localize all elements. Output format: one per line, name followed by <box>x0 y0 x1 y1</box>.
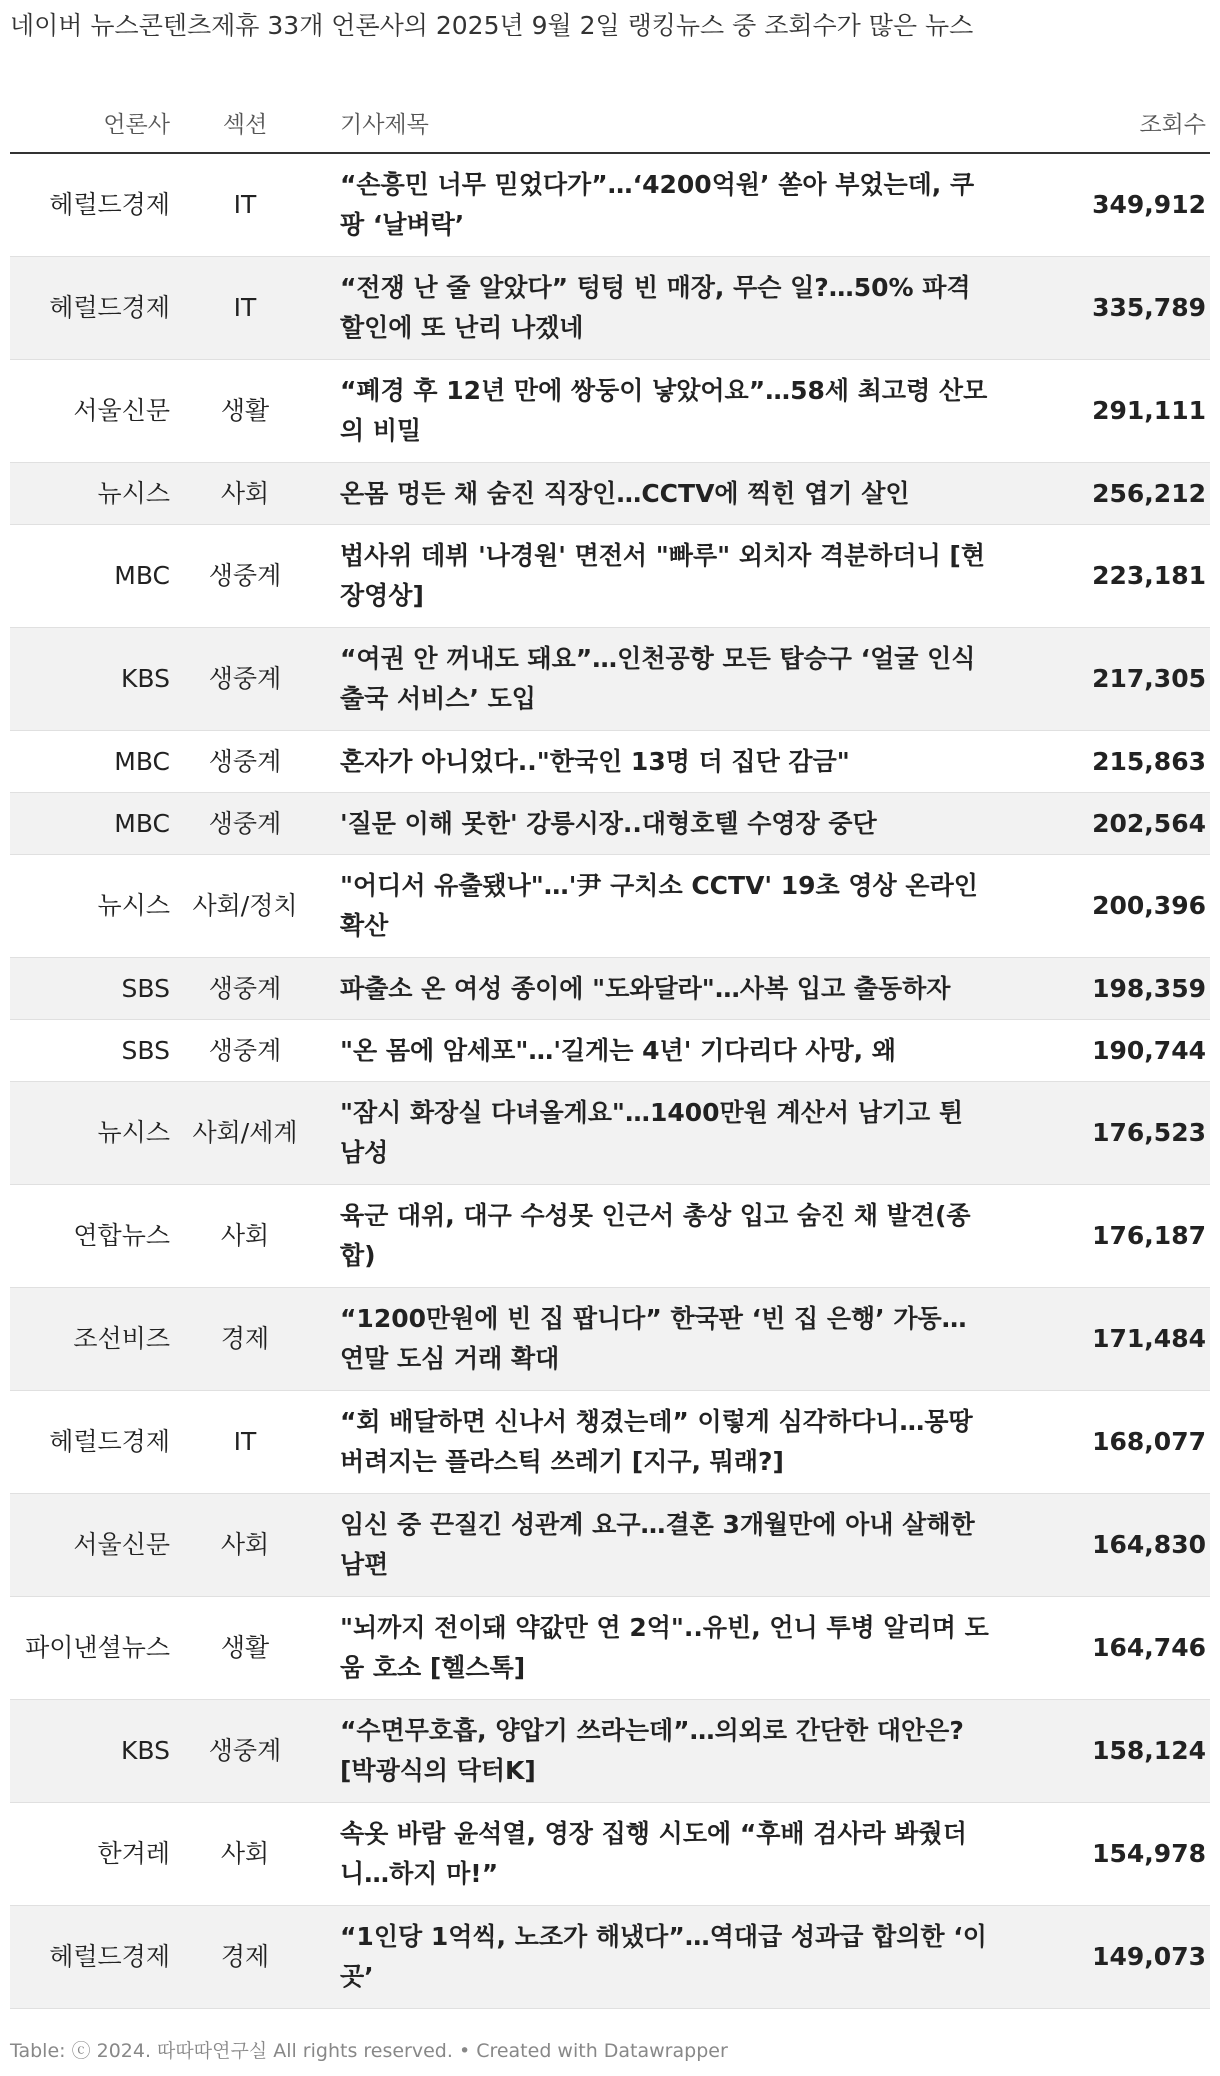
section-cell: 생활 <box>220 1633 270 1662</box>
views-cell: 198,359 <box>1092 973 1206 1003</box>
press-cell: 뉴시스 <box>97 1118 170 1147</box>
headline-cell: “여권 안 꺼내도 돼요”…인천공항 모든 탑승구 ‘얼굴 인식 출국 서비스’ 도입 <box>340 644 976 713</box>
table-row <box>10 525 1210 628</box>
press-cell: 헤럴드경제 <box>49 190 170 219</box>
headline-cell: 속옷 바람 윤석열, 영장 집행 시도에 “후배 검사라 봐줬더니…하지 마!” <box>340 1819 967 1888</box>
views-cell: 158,124 <box>1092 1736 1206 1765</box>
views-cell: 164,830 <box>1092 1530 1206 1559</box>
table-row <box>10 731 1210 793</box>
headline-cell: '질문 이해 못한' 강릉시장..대형호텔 수영장 중단 <box>340 808 877 838</box>
table-row <box>10 1597 1210 1700</box>
views-cell: 256,212 <box>1092 478 1206 508</box>
press-cell: 뉴시스 <box>97 891 170 920</box>
views-cell: 168,077 <box>1092 1427 1206 1456</box>
views-cell: 223,181 <box>1092 561 1206 590</box>
press-cell: MBC <box>114 561 170 590</box>
views-cell: 149,073 <box>1092 1942 1206 1971</box>
views-cell: 176,187 <box>1092 1221 1206 1250</box>
press-cell: 헤럴드경제 <box>49 1942 170 1971</box>
headline-cell: 혼자가 아니었다.."한국인 13명 더 집단 감금" <box>340 746 850 776</box>
section-cell: 사회 <box>220 1530 270 1559</box>
section-cell: 사회/정치 <box>192 891 298 920</box>
section-cell: 생중계 <box>208 1035 282 1065</box>
table-row <box>10 628 1210 731</box>
table-row <box>10 958 1210 1020</box>
press-cell: 한겨레 <box>97 1839 170 1868</box>
section-cell: 생중계 <box>208 973 282 1003</box>
views-cell: 200,396 <box>1092 891 1206 920</box>
headline-cell: “폐경 후 12년 만에 쌍둥이 낳았어요”…58세 최고령 산모의 비밀 <box>340 376 988 445</box>
press-cell: 헤럴드경제 <box>49 1427 170 1456</box>
column-header-press: 언론사 <box>103 111 170 138</box>
press-cell: KBS <box>121 664 170 693</box>
headline-cell: “회 배달하면 신나서 챙겼는데” 이렇게 심각하다니…몽땅 버려지는 플라스틱 쓰레기 [지구, 뭐래?] <box>340 1407 973 1476</box>
views-cell: 335,789 <box>1092 293 1206 322</box>
table-row <box>10 1494 1210 1597</box>
views-cell: 217,305 <box>1092 664 1206 693</box>
views-cell: 154,978 <box>1092 1839 1206 1868</box>
headline-cell: "잠시 화장실 다녀올게요"…1400만원 계산서 남기고 튄 남성 <box>340 1098 963 1167</box>
headline-cell: "뇌까지 전이돼 약값만 연 2억"..유빈, 언니 투병 알리며 도움 호소 [헬스톡] <box>340 1613 989 1682</box>
section-cell: 생중계 <box>208 808 282 838</box>
section-cell: 사회 <box>220 1839 270 1868</box>
section-cell: IT <box>233 293 257 322</box>
table-row <box>10 154 1210 257</box>
views-cell: 202,564 <box>1092 808 1206 838</box>
column-header-views: 조회수 <box>1139 111 1206 138</box>
press-cell: SBS <box>121 973 170 1003</box>
headline-cell: “1인당 1억씩, 노조가 해냈다”…역대급 성과급 합의한 ‘이곳’ <box>340 1922 987 1991</box>
section-cell: 경제 <box>220 1324 270 1353</box>
table-row <box>10 1288 1210 1391</box>
section-cell: 사회/세계 <box>192 1118 298 1147</box>
section-cell: 생중계 <box>208 664 282 693</box>
table-body <box>10 154 1210 2009</box>
section-cell: 생중계 <box>208 746 282 776</box>
column-header-headline: 기사제목 <box>340 111 429 138</box>
table-row <box>10 1082 1210 1185</box>
views-cell: 164,746 <box>1092 1633 1206 1662</box>
headline-cell: 육군 대위, 대구 수성못 인근서 총상 입고 숨진 채 발견(종합) <box>340 1201 971 1270</box>
views-cell: 215,863 <box>1092 746 1206 776</box>
section-cell: 생활 <box>220 396 270 425</box>
table-row <box>10 1020 1210 1082</box>
headline-cell: "어디서 유출됐나"…'尹 구치소 CCTV' 19초 영상 온라인 확산 <box>340 871 978 940</box>
press-cell: SBS <box>121 1035 170 1065</box>
table-row <box>10 855 1210 958</box>
chart-title: 네이버 뉴스콘텐츠제휴 33개 언론사의 2025년 9월 2일 랭킹뉴스 중 조회수가 많은 뉴스 <box>10 11 974 40</box>
table-header <box>10 92 1210 154</box>
headline-cell: 파출소 온 여성 종이에 "도와달라"…사복 입고 출동하자 <box>340 973 951 1003</box>
press-cell: 뉴시스 <box>97 478 170 508</box>
press-cell: 서울신문 <box>73 396 170 425</box>
press-cell: 조선비즈 <box>73 1324 170 1353</box>
column-header-section: 섹션 <box>222 111 268 138</box>
table-row <box>10 463 1210 525</box>
views-cell: 171,484 <box>1092 1324 1206 1353</box>
table-row <box>10 793 1210 855</box>
press-cell: KBS <box>121 1736 170 1765</box>
section-cell: 생중계 <box>208 1736 282 1765</box>
headline-cell: "온 몸에 암세포"…'길게는 4년' 기다리다 사망, 왜 <box>340 1035 897 1065</box>
press-cell: 헤럴드경제 <box>49 293 170 322</box>
section-cell: 사회 <box>220 478 270 508</box>
press-cell: 파이낸셜뉴스 <box>25 1633 170 1662</box>
table-row <box>10 1391 1210 1494</box>
table-footer: Table: ⓒ 2024. 따따따연구실 All rights reserved. • Created with Datawrapper <box>10 2040 728 2062</box>
table-row <box>10 1803 1210 1906</box>
headline-cell: “1200만원에 빈 집 팝니다” 한국판 ‘빈 집 은행’ 가동… 연말 도심 거래 확대 <box>340 1304 967 1373</box>
table-row <box>10 1700 1210 1803</box>
table-row <box>10 360 1210 463</box>
section-cell: 경제 <box>220 1942 270 1971</box>
section-cell: 생중계 <box>208 561 282 590</box>
headline-cell: “손흥민 너무 믿었다가”…‘4200억원’ 쏟아 부었는데, 쿠팡 ‘날벼락’ <box>340 170 975 239</box>
table-row <box>10 257 1210 360</box>
press-cell: MBC <box>114 746 170 776</box>
press-cell: MBC <box>114 808 170 838</box>
table-row <box>10 1906 1210 2009</box>
section-cell: 사회 <box>220 1221 270 1250</box>
headline-cell: “전쟁 난 줄 알았다” 텅텅 빈 매장, 무슨 일?…50% 파격 할인에 또 난리 나겠네 <box>340 273 971 342</box>
section-cell: IT <box>233 1427 257 1456</box>
news-table <box>10 92 1210 2009</box>
views-cell: 176,523 <box>1092 1118 1206 1147</box>
headline-cell: 온몸 멍든 채 숨진 직장인…CCTV에 찍힌 엽기 살인 <box>340 478 910 508</box>
views-cell: 291,111 <box>1092 396 1206 425</box>
headline-cell: 임신 중 끈질긴 성관계 요구…결혼 3개월만에 아내 살해한 남편 <box>340 1510 975 1579</box>
headline-cell: “수면무호흡, 양압기 쓰라는데”…의외로 간단한 대안은? [박광식의 닥터K] <box>340 1716 964 1785</box>
headline-cell: 법사위 데뷔 '나경원' 면전서 "빠루" 외치자 격분하더니 [현장영상] <box>340 541 986 610</box>
views-cell: 190,744 <box>1092 1035 1206 1065</box>
views-cell: 349,912 <box>1092 190 1206 219</box>
table-row <box>10 1185 1210 1288</box>
section-cell: IT <box>233 190 257 219</box>
press-cell: 서울신문 <box>73 1530 170 1559</box>
press-cell: 연합뉴스 <box>73 1221 170 1250</box>
